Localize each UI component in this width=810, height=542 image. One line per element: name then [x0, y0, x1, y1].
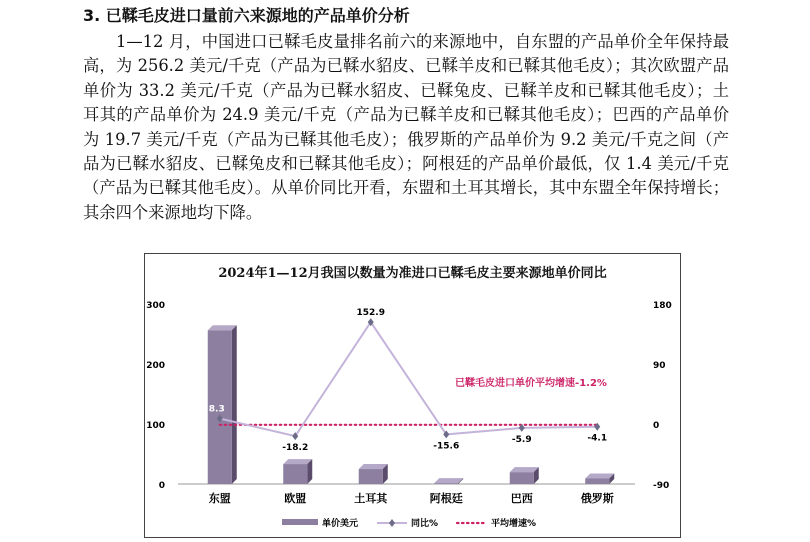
category-label: 俄罗斯: [580, 492, 614, 505]
left-tick-label: 0: [158, 481, 165, 491]
right-tick-label: 90: [653, 361, 666, 371]
category-label: 东盟: [208, 492, 231, 505]
yoy-data-label: -15.6: [433, 441, 460, 452]
bar-top: [585, 473, 614, 478]
legend-bar-swatch: [282, 519, 318, 525]
analysis-paragraph: 1—12 月，中国进口已鞣毛皮量排名前六的来源地中，自东盟的产品单价全年保持最高，为 256.2 美元/千克（产品为已鞣水貂皮、已鞣羊皮和已鞣其他毛皮）；其次欧盟产品单价为 33.2 美元/千克（产品为已鞣水貂皮、已鞣兔皮、已鞣羊皮和已鞣其他毛皮）；土耳其的产品单价为 24.9 美元/千克（产品为已鞣羊皮和已鞣其他毛皮）；巴西的产品单价为 19.7 美元/千克（产品为已鞣其他毛皮）；俄罗斯的产品单价为 9.2 美元/千克之间（产品为已鞣水貂皮、已鞣兔皮和已鞣其他毛皮）；阿根廷的产品单价最低，仅 1.4 美元/千克（产品为已鞣其他毛皮）。从单价同比开看，东盟和土耳其增长，其中东盟全年保持增长；其余四个来源地均下降。: [83, 32, 729, 222]
left-tick-label: 300: [146, 301, 165, 311]
price-yoy-chart: [144, 253, 681, 538]
yoy-data-label: 8.3: [208, 404, 225, 415]
yoy-data-label: -4.1: [587, 433, 608, 444]
price-bar: [585, 478, 609, 484]
average-annotation: 已鞣毛皮进口单价平均增速-1.2%: [455, 378, 607, 389]
right-tick-label: 180: [653, 301, 672, 311]
yoy-data-label: 152.9: [356, 308, 385, 319]
left-tick-label: 100: [146, 421, 165, 431]
category-label: 巴西: [510, 492, 533, 505]
category-label: 土耳其: [354, 492, 388, 505]
section-heading: 3. 已鞣毛皮进口量前六来源地的产品单价分析: [83, 6, 410, 25]
bar-top: [283, 459, 312, 464]
category-label: 阿根廷: [429, 492, 463, 505]
price-bar: [359, 469, 383, 484]
yoy-data-label: -5.9: [511, 434, 532, 445]
legend-yoy-marker: [389, 519, 395, 527]
yoy-data-label: -18.2: [282, 443, 309, 454]
price-bar: [434, 483, 458, 484]
legend-label: 平均增速%: [491, 519, 537, 529]
right-tick-label: 0: [653, 421, 660, 431]
bar-side: [232, 325, 237, 484]
price-bar: [283, 464, 307, 484]
legend-label: 同比%: [411, 519, 439, 529]
bar-top: [510, 467, 539, 472]
bar-top: [208, 325, 237, 330]
bar-top: [434, 478, 463, 483]
price-bar: [510, 472, 534, 484]
category-label: 欧盟: [284, 492, 307, 505]
legend-label: 单价美元: [322, 519, 359, 529]
chart-canvas: [145, 254, 680, 537]
body-text: [83, 30, 729, 225]
bar-top: [359, 464, 388, 469]
chart-title: 2024年1—12月我国以数量为准进口已鞣毛皮主要来源地单价同比: [218, 266, 607, 281]
left-tick-label: 200: [146, 361, 165, 371]
right-tick-label: -90: [653, 481, 670, 491]
